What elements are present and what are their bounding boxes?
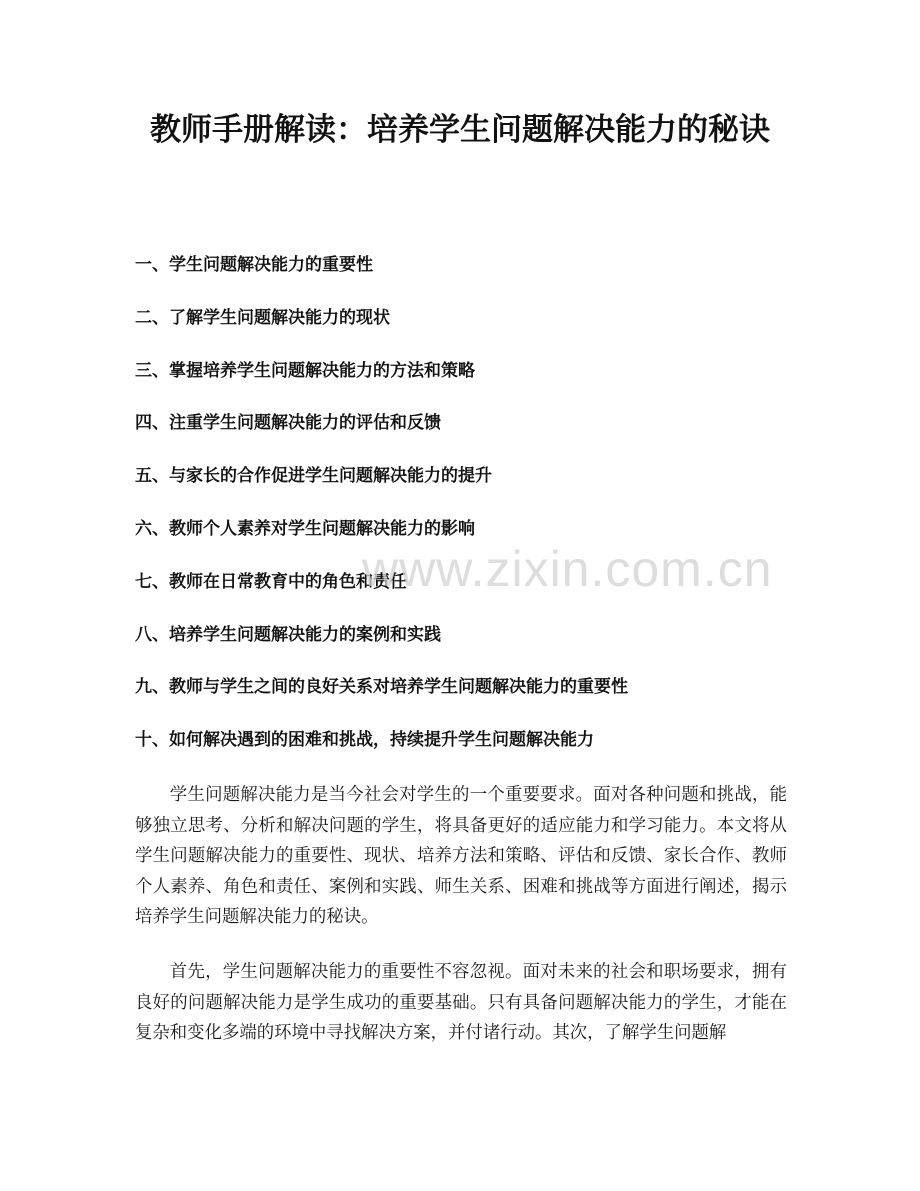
watermark: www.zixin.com.cn	[362, 541, 773, 597]
toc-item: 二、了解学生问题解决能力的现状	[135, 307, 390, 328]
toc-item: 三、掌握培养学生问题解决能力的方法和策略	[135, 360, 475, 381]
body-paragraph: 学生问题解决能力是当今社会对学生的一个重要要求。面对各种问题和挑战，能够独立思考、分析和解决问题的学生，将具备更好的适应能力和学习能力。本文将从学生问题解决能力的重要性、现状、培养方法和策略、评估和反馈、家长合作、教师个人素养、角色和责任、案例和实践、师生关系、困难和挑战等方面进行阐述，揭示培养学生问题解决能力的秘诀。	[135, 785, 787, 928]
toc-item: 九、教师与学生之间的良好关系对培养学生问题解决能力的重要性	[135, 677, 628, 698]
body-paragraph: 首先，学生问题解决能力的重要性不容忽视。面对未来的社会和职场要求，拥有良好的问题解决能力是学生成功的重要基础。只有具备问题解决能力的学生，才能在复杂和变化多端的环境中寻找解决方案，并付诸行动。其次，了解学生问题解	[135, 961, 787, 1044]
toc-item: 一、学生问题解决能力的重要性	[135, 255, 373, 275]
table-of-contents	[135, 252, 795, 780]
toc-item: 七、教师在日常教育中的角色和责任	[135, 571, 407, 592]
toc-item: 八、培养学生问题解决能力的案例和实践	[135, 624, 441, 645]
toc-item: 十、如何解决遇到的困难和挑战，持续提升学生问题解决能力	[135, 730, 594, 751]
toc-item: 四、注重学生问题解决能力的评估和反馈	[135, 413, 441, 434]
body-text	[135, 780, 787, 1073]
toc-item: 五、与家长的合作促进学生问题解决能力的提升	[135, 466, 492, 487]
document-title: 教师手册解读：培养学生问题解决能力的秘诀	[150, 112, 770, 148]
toc-item: 六、教师个人素养对学生问题解决能力的影响	[135, 518, 475, 539]
